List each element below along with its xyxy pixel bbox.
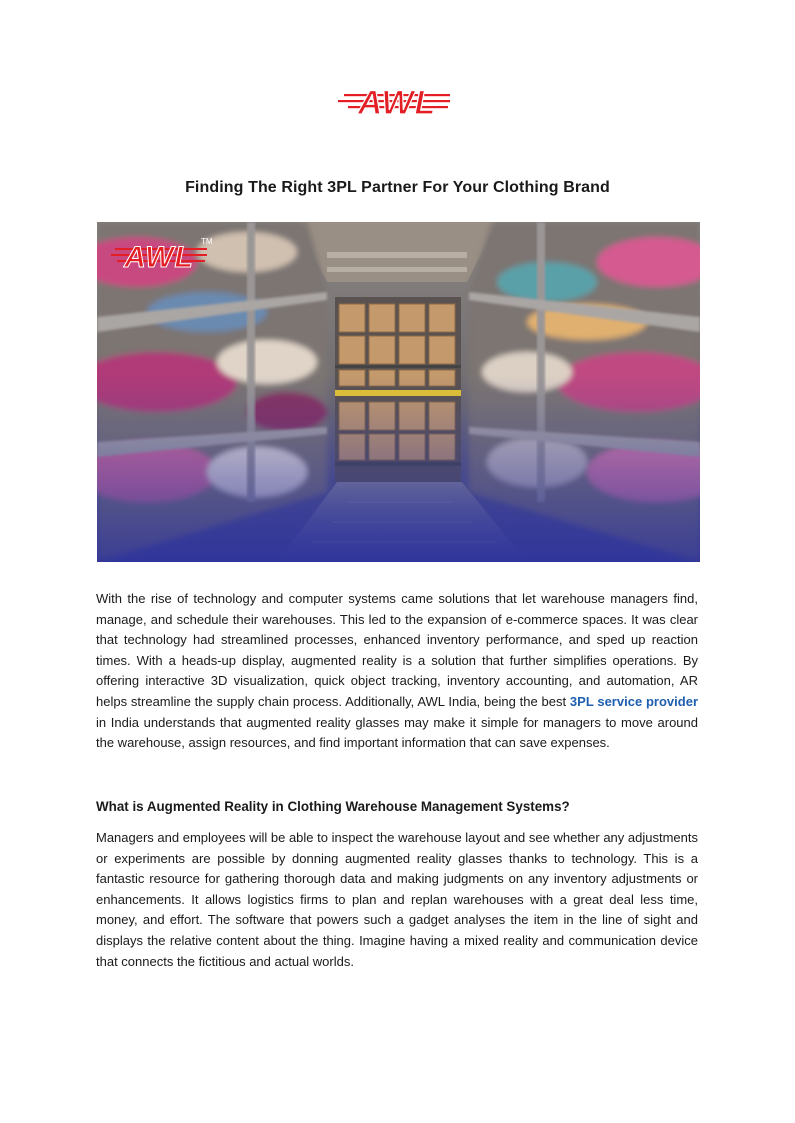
page-title: Finding The Right 3PL Partner For Your Clothing Brand — [185, 178, 610, 196]
intro-paragraph — [96, 589, 698, 754]
hero-image — [97, 222, 700, 562]
intro-text-before-link: With the rise of technology and computer systems came solutions that let warehouse managers find, manage, and schedule their warehouses. This led to the expansion of e-commerce spaces. It was clear that technology had streamlined processes, enhanced inventory performance, and sped up reaction times. With a heads-up display, augmented reality is a solution that further simplifies operations. By offering interactive 3D visualization, quick object tracking, inventory accounting, and automation, AR helps streamline the supply chain process. Additionally, AWL India, being the best — [96, 591, 698, 709]
intro-text-after-link: in India understands that augmented reality glasses may make it simple for managers to move around the warehouse, assign resources, and find important information that can save expenses. — [96, 714, 698, 751]
section-paragraph: Managers and employees will be able to inspect the warehouse layout and see whether any adjustments or experiments are possible by donning augmented reality glasses thanks to technology. This is a fantastic resource for gathering thorough data and making judgments on any inventory adjustments or enhancements. It allows logistics firms to plan and replan warehouses with a great deal less time, money, and effort. The software that powers such a gadget analyses the item in the line of sight and displays the relative content about the thing. Imagine having a mixed reality and communication device that connects the fictitious and actual worlds. — [96, 830, 698, 969]
hero-logo-trademark: TM — [201, 237, 213, 246]
awl-logo — [338, 82, 456, 118]
warehouse-aisle-photo-icon — [97, 222, 700, 562]
3pl-service-provider-link[interactable]: 3PL service provider — [569, 693, 699, 709]
section-heading: What is Augmented Reality in Clothing Warehouse Management Systems? — [96, 799, 570, 814]
logo-text: AWL — [357, 84, 437, 118]
hero-logo-text: AWL — [124, 241, 194, 274]
